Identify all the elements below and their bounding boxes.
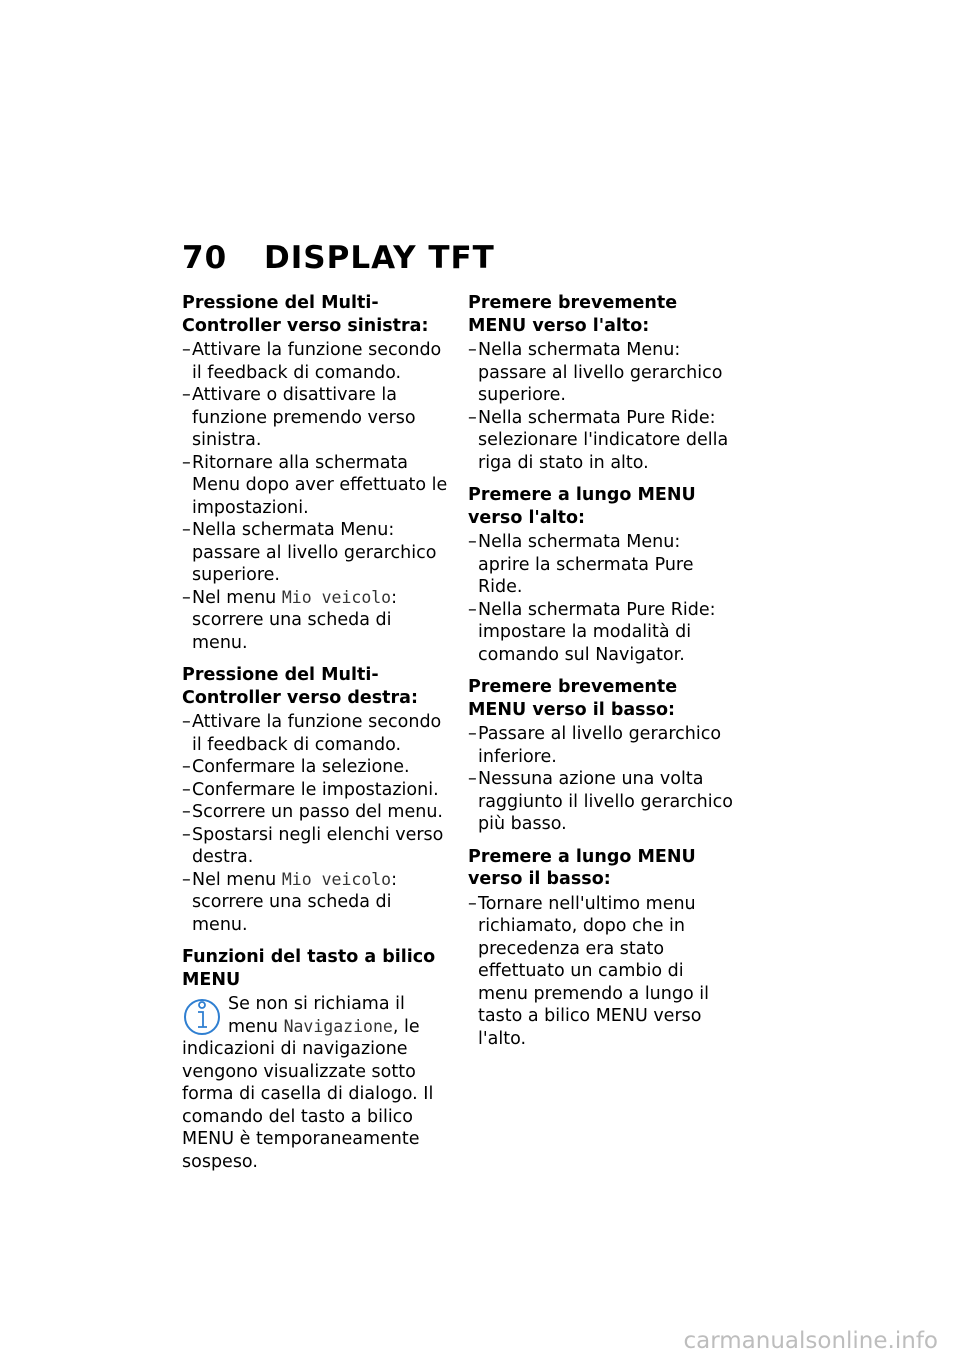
dash-marker: – — [182, 712, 191, 732]
list-item-text: : scorrere una scheda di menu. — [192, 587, 398, 653]
dash-marker: – — [182, 520, 191, 540]
list-item-text: Nella schermata Pure Ride: selezionare l'indicatore della riga di stato in alto. — [478, 407, 729, 473]
instruction-list — [468, 531, 736, 666]
section-heading: Premere brevemente MENU verso l'alto: — [468, 293, 678, 336]
section-heading: Premere a lungo MENU verso l'alto: — [468, 485, 696, 528]
list-item — [182, 756, 450, 779]
section-heading: Funzioni del tasto a bilico MENU — [182, 947, 436, 990]
list-item-text: Attivare la funzione secondo il feedback di comando. — [192, 712, 442, 755]
right-column — [468, 292, 736, 1060]
list-item-text: Ritornare alla schermata Menu dopo aver effettuato le impostazioni. — [192, 452, 448, 518]
list-item — [468, 599, 736, 667]
info-note — [182, 993, 450, 1173]
list-item — [182, 824, 450, 869]
menu-name-code: Mio veicolo — [281, 869, 392, 889]
list-item-text: Tornare nell'ultimo menu richiamato, dopo che in precedenza era stato effettuato un cambio di menu premendo a lungo il tasto a bilico MENU verso l'alto. — [478, 893, 709, 1049]
instruction-list — [468, 723, 736, 836]
dash-marker: – — [468, 407, 477, 428]
section-right-short-up — [468, 292, 736, 474]
dash-marker: – — [468, 724, 477, 744]
list-item — [468, 768, 736, 836]
list-item-text: Nella schermata Pure Ride: impostare la modalità di comando sul Navigator. — [478, 599, 716, 665]
watermark: carmanualsonline.info — [683, 1328, 938, 1354]
list-item — [468, 339, 736, 407]
left-column — [182, 292, 450, 1183]
instruction-list — [182, 339, 450, 654]
list-item-text: Scorrere un passo del menu. — [192, 802, 443, 822]
dash-marker: – — [182, 757, 191, 777]
list-item — [182, 869, 450, 937]
dash-marker: – — [182, 385, 191, 405]
list-item-text: Nel menu — [192, 869, 282, 890]
list-item — [468, 531, 736, 599]
list-item — [182, 587, 450, 655]
list-item-text: Passare al livello gerarchico inferiore. — [478, 724, 722, 767]
list-item-text: Nel menu — [192, 587, 282, 608]
dash-marker: – — [182, 802, 191, 822]
dash-marker: – — [182, 340, 191, 360]
dash-marker: – — [182, 779, 191, 800]
list-item — [468, 407, 736, 475]
dash-marker: – — [182, 869, 191, 890]
list-item-text: Attivare o disattivare la funzione premendo verso sinistra. — [192, 385, 416, 450]
info-icon — [182, 995, 222, 1037]
list-item-text: Nella schermata Menu: passare al livello gerarchico superiore. — [478, 340, 723, 405]
menu-name-code: Mio veicolo — [281, 587, 392, 607]
instruction-list — [468, 339, 736, 474]
dash-marker: – — [468, 340, 477, 360]
list-item-text: Attivare la funzione secondo il feedback di comando. — [192, 340, 442, 383]
dash-marker: – — [468, 893, 477, 914]
note-text: , le indicazioni di navigazione vengono visualizzate sotto forma di casella di dialogo. Il comando del tasto a bilico MENU è temporaneamente sospeso. — [182, 1016, 434, 1172]
dash-marker: – — [468, 599, 477, 620]
section-heading: Premere a lungo MENU verso il basso: — [468, 846, 696, 889]
list-item — [182, 339, 450, 384]
section-left-sinistra — [182, 292, 450, 654]
list-item — [468, 893, 736, 1051]
instruction-list — [182, 711, 450, 936]
section-left-destra — [182, 664, 450, 936]
list-item — [182, 384, 450, 452]
page-title: DISPLAY TFT — [264, 240, 495, 276]
list-item-text: Nella schermata Menu: aprire la schermata Pure Ride. — [478, 532, 694, 597]
dash-marker: – — [182, 824, 191, 845]
section-right-long-up — [468, 484, 736, 666]
list-item — [182, 711, 450, 756]
list-item — [182, 801, 450, 824]
list-item-text: Nessuna azione una volta raggiunto il livello gerarchico più basso. — [478, 769, 733, 834]
section-heading: Premere brevemente MENU verso il basso: — [468, 677, 678, 720]
dash-marker: – — [468, 532, 477, 552]
instruction-list — [468, 893, 736, 1051]
section-right-short-down — [468, 676, 736, 836]
list-item-text: Spostarsi negli elenchi verso destra. — [192, 824, 444, 867]
dash-marker: – — [182, 587, 191, 608]
page-header — [182, 240, 495, 276]
list-item-text: Nella schermata Menu: passare al livello gerarchico superiore. — [192, 520, 437, 585]
list-item-text: : scorrere una scheda di menu. — [192, 869, 398, 935]
list-item — [182, 519, 450, 587]
section-left-menu-key — [182, 946, 450, 1173]
list-item — [468, 723, 736, 768]
list-item-text: Confermare le impostazioni. — [192, 779, 439, 800]
section-heading: Pressione del Multi-Controller verso sinistra: — [182, 293, 429, 336]
list-item — [182, 452, 450, 520]
menu-name-code: Navigazione — [283, 1016, 393, 1036]
note-text: Se non si richiama il menu — [228, 994, 405, 1037]
page-number: 70 — [182, 240, 228, 276]
list-item — [182, 779, 450, 802]
section-heading: Pressione del Multi-Controller verso destra: — [182, 665, 418, 708]
list-item-text: Confermare la selezione. — [192, 757, 410, 777]
dash-marker: – — [468, 769, 477, 789]
dash-marker: – — [182, 452, 191, 473]
section-right-long-down — [468, 846, 736, 1051]
